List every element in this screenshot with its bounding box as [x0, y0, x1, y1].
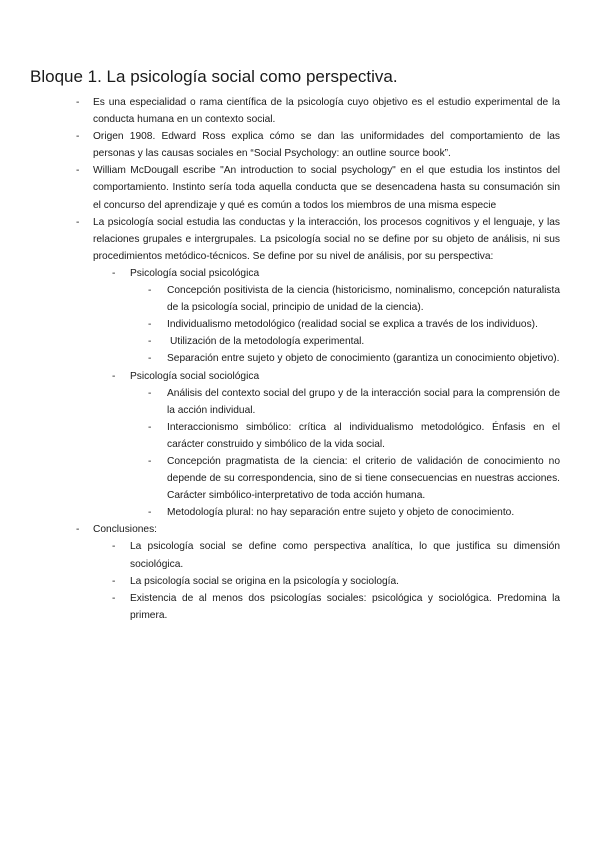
sublist-item-psicologica — [93, 265, 560, 368]
sociologica-item: - Metodología plural: no hay separación entre sujeto y objeto de conocimiento. — [130, 504, 560, 521]
perspective-text: La psicología social estudia las conductas y la interacción, los procesos cognitivos y el lenguaje, y las relaciones grupales e intergrupales. La psicología social no se define por su objeto de análisis, ni sus procedimientos metódico-técnicos. Se define por su nivel de análisis, por su perspectiva: — [93, 216, 560, 262]
list-item-perspective — [30, 214, 560, 522]
psicologica-item: - Concepción positivista de la ciencia (historicismo, nominalismo, concepción naturalista de la psicología social, principio de unidad de la ciencia). — [130, 282, 560, 316]
list-item-mcdougall: - William McDougall escribe "An introduction to social psychology" en el que estudia los instintos del comportamiento. Instinto sería toda aquella conducta que se desencadena hasta su consumación sin el concurso del aprendizaje y qué es común a todos los miembros de una misma especie — [30, 162, 560, 213]
sociologica-item: - Concepción pragmatista de la ciencia: el criterio de validación de conocimiento no depende de su correspondencia, sino de si tiene consecuencias en nuestras acciones. Carácter simbólico-interpretativo de toda acción humana. — [130, 453, 560, 504]
sociologica-label: Psicología social sociológica — [130, 370, 260, 382]
conclusiones-item: - La psicología social se origina en la psicología y sociología. — [93, 573, 560, 590]
psicologica-label: Psicología social psicológica — [130, 267, 260, 279]
sublist-item-sociologica — [93, 368, 560, 522]
list-item-conclusiones — [30, 521, 560, 624]
conclusiones-label: Conclusiones: — [93, 524, 157, 536]
sociologica-item: - Análisis del contexto social del grupo y de la interacción social para la comprensión de la acción individual. — [130, 385, 560, 419]
sociologica-item: - Interaccionismo simbólico: crítica al individualismo metodológico. Énfasis en el carácter construido y simbólico de la vida social. — [130, 419, 560, 453]
page-title: Bloque 1. La psicología social como perspectiva. — [30, 67, 398, 86]
conclusiones-item: - Existencia de al menos dos psicologías sociales: psicológica y sociológica. Predomina la primera. — [93, 590, 560, 624]
psicologica-item: - Separación entre sujeto y objeto de conocimiento (garantiza un conocimiento objetivo). — [130, 350, 560, 367]
sociologica-list — [130, 385, 560, 522]
conclusiones-list — [93, 538, 560, 623]
psicologica-list — [130, 282, 560, 367]
conclusiones-item: - La psicología social se define como perspectiva analítica, lo que justifica su dimensión sociológica. — [93, 538, 560, 572]
psicologica-item: - Individualismo metodológico (realidad social se explica a través de los individuos). — [130, 316, 560, 333]
main-list — [30, 94, 560, 624]
psicologica-item: - Utilización de la metodología experimental. — [130, 333, 560, 350]
list-item-definition: - Es una especialidad o rama científica de la psicología cuyo objetivo es el estudio experimental de la conducta humana en un contexto social. — [30, 94, 560, 128]
perspective-sublist — [93, 265, 560, 521]
list-item-origin: - Origen 1908. Edward Ross explica cómo se dan las uniformidades del comportamiento de las personas y las causas sociales en “Social Psychology: an outline source book”. — [30, 128, 560, 162]
